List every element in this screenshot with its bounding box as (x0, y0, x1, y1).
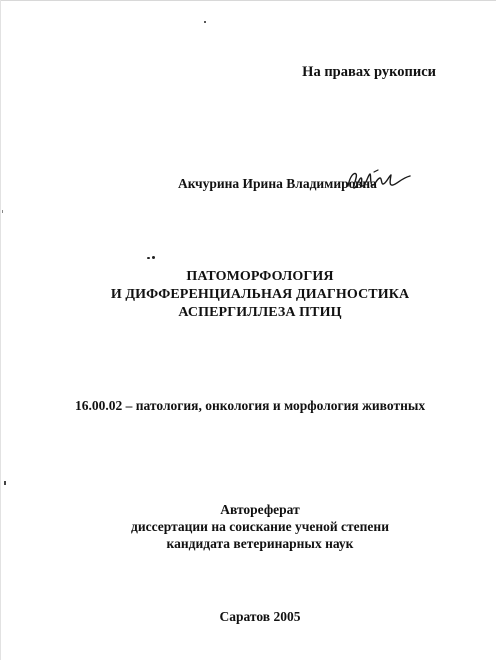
author-name: Акчурина Ирина Владимировна (178, 176, 377, 191)
scan-speck (4, 481, 6, 485)
dissertation-title (60, 268, 460, 322)
abstract-description (60, 501, 460, 552)
scan-speck (204, 21, 206, 23)
specialty-code-line: 16.00.02 – патология, онкология и морфология животных (75, 398, 426, 413)
title-line: АСПЕРГИЛЛЕЗА ПТИЦ (178, 305, 342, 320)
manuscript-rights-note: На правах рукописи (302, 64, 436, 80)
abstract-line: Автореферат (220, 502, 300, 517)
abstract-line: кандидата ветеринарных наук (166, 536, 354, 551)
scan-speck (147, 257, 150, 259)
abstract-line: диссертации на соискание ученой степени (131, 519, 389, 534)
page-top-edge (0, 0, 496, 1)
title-line: ПАТОМОРФОЛОГИЯ (186, 269, 334, 284)
city-and-year: Саратов 2005 (219, 609, 301, 624)
handwritten-signature (344, 166, 414, 194)
scan-speck (152, 256, 155, 259)
scan-speck (2, 210, 3, 213)
page-left-edge (0, 0, 1, 660)
title-line: И ДИФФЕРЕНЦИАЛЬНАЯ ДИАГНОСТИКА (110, 287, 410, 302)
